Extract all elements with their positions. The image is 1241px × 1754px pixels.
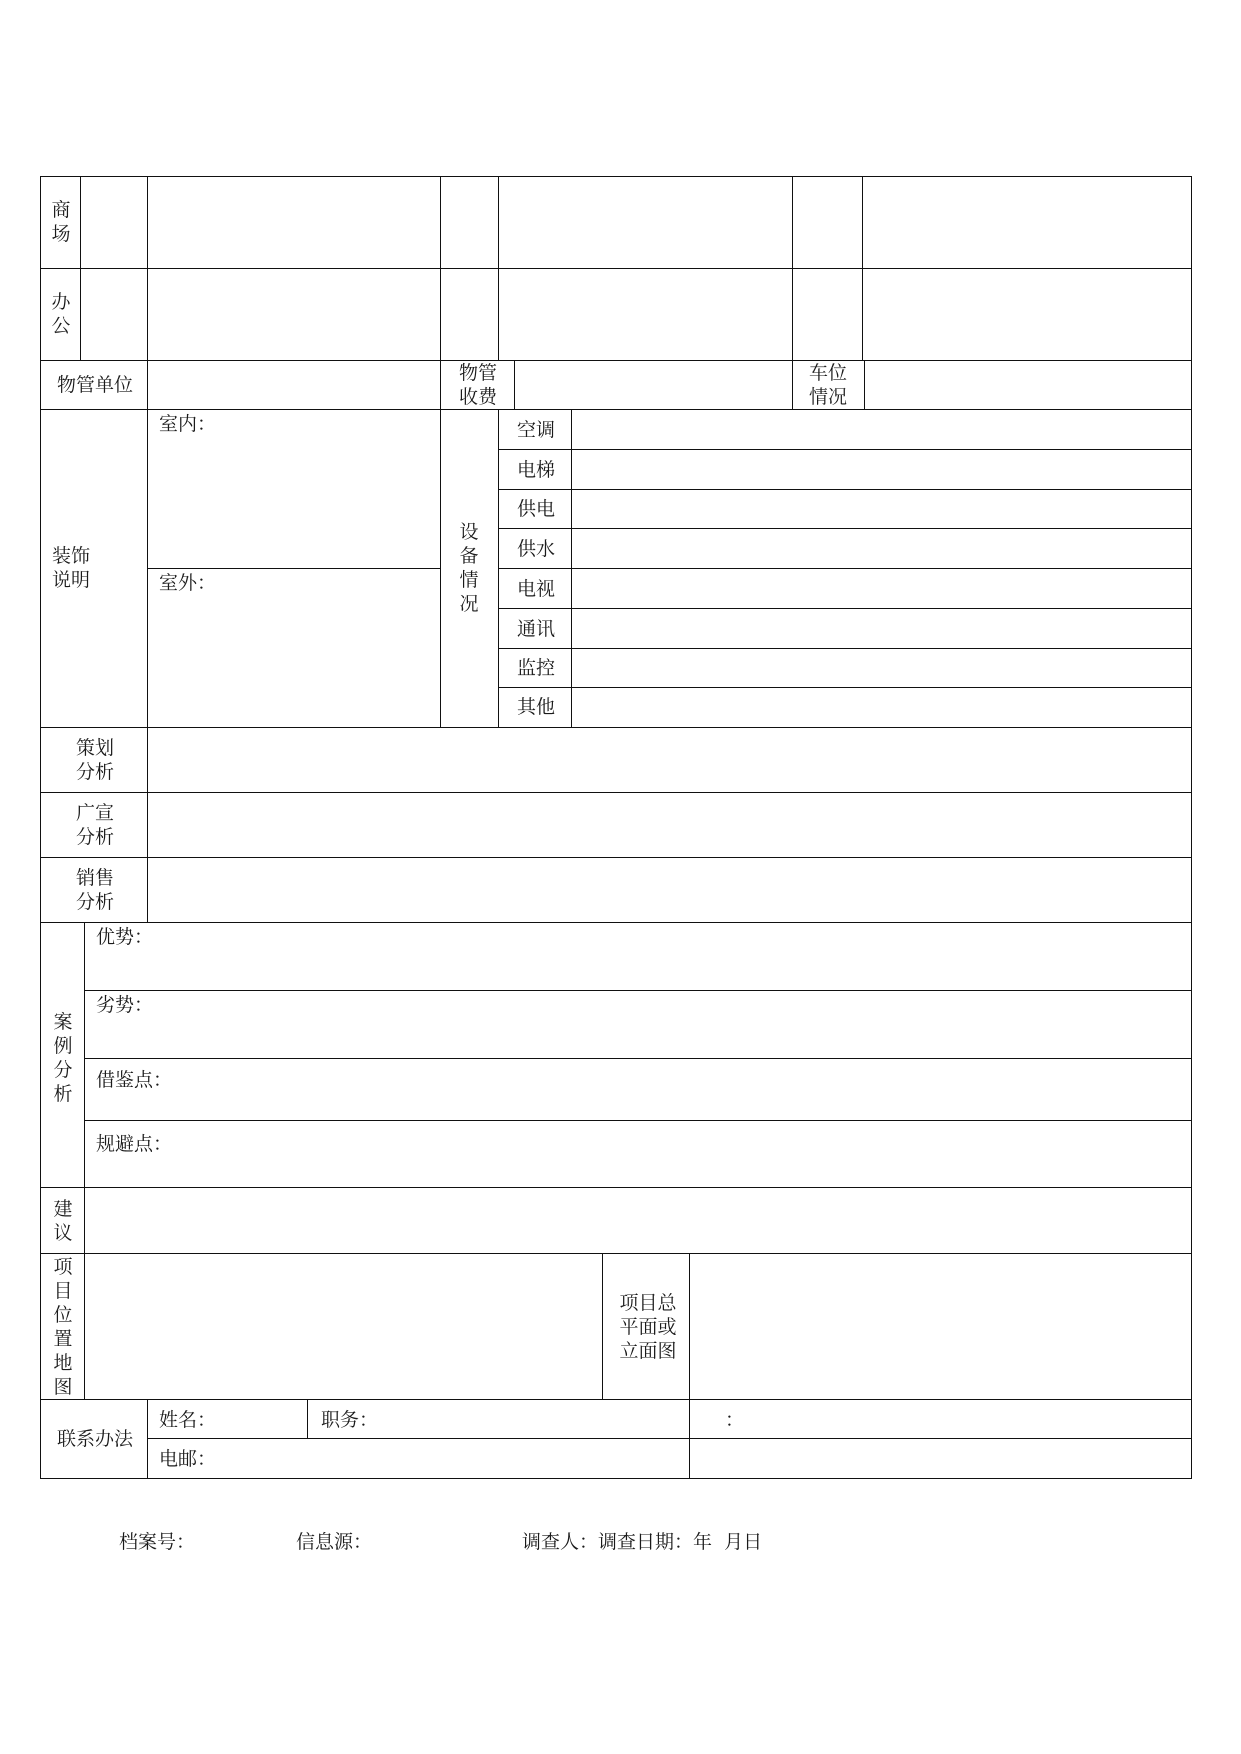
case-divider (84, 1120, 1192, 1121)
col-divider (80, 176, 81, 360)
col-divider (792, 176, 793, 409)
row-divider (147, 568, 440, 569)
equipment-item-water: 供水 (517, 538, 556, 560)
table-border-top (40, 176, 1192, 177)
location-map-label: 项目位置地图 (53, 1256, 73, 1398)
col-divider (440, 176, 441, 727)
col-divider (602, 1253, 603, 1399)
col-divider (498, 409, 499, 727)
equipment-item-monitoring: 监控 (517, 657, 556, 679)
col-divider (147, 176, 148, 727)
row-divider (40, 922, 1192, 923)
case-divider (84, 1058, 1192, 1059)
reference-label: 借鉴点： (96, 1069, 173, 1091)
equipment-divider (498, 568, 1192, 569)
table-border-bottom (40, 1478, 1192, 1479)
row-divider (40, 360, 1192, 361)
case-analysis-label: 案例分析 (53, 1011, 73, 1105)
file-number-label: 档案号： (119, 1531, 196, 1553)
col-divider (571, 409, 572, 727)
planning-analysis-label: 策划分析 (75, 737, 114, 783)
email-label: 电邮： (159, 1448, 217, 1470)
row-divider (40, 792, 1192, 793)
equipment-divider (498, 687, 1192, 688)
advertising-analysis-label: 广宣分析 (75, 802, 114, 848)
row-divider (40, 857, 1192, 858)
equipment-divider (498, 528, 1192, 529)
contact-label: 联系办法 (57, 1428, 134, 1450)
equipment-label: 设备情况 (459, 521, 479, 615)
advantage-label: 优势： (96, 926, 154, 948)
row-divider (40, 727, 1192, 728)
property-unit-label: 物管单位 (57, 374, 134, 396)
equipment-divider (498, 489, 1192, 490)
property-fee-label: 物管收费 (458, 362, 497, 408)
equipment-divider (498, 648, 1192, 649)
sales-analysis-label: 销售分析 (75, 867, 114, 913)
col-divider (864, 360, 865, 409)
equipment-item-power: 供电 (517, 498, 556, 520)
decoration-label: 装饰说明 (51, 545, 90, 591)
mall-label: 商场 (51, 199, 71, 245)
office-label: 办公 (51, 291, 71, 337)
name-label: 姓名： (159, 1409, 217, 1431)
parking-label: 车位情况 (808, 362, 847, 408)
equipment-divider (498, 608, 1192, 609)
outdoor-label: 室外： (159, 572, 217, 594)
plan-label: 项目总平面或立面图 (619, 1292, 677, 1362)
avoid-label: 规避点： (96, 1133, 173, 1155)
col-divider (514, 360, 515, 409)
investigator-date-label: 调查人：调查日期：年 月日 (522, 1531, 763, 1553)
equipment-item-other: 其他 (517, 696, 556, 718)
col-divider (147, 1399, 148, 1478)
disadvantage-label: 劣势： (96, 994, 154, 1016)
col-divider (689, 1253, 690, 1478)
row-divider (147, 1438, 1192, 1439)
equipment-item-tv: 电视 (517, 578, 556, 600)
equipment-item-ac: 空调 (517, 419, 556, 441)
info-source-label: 信息源： (296, 1531, 373, 1553)
suggestion-label: 建议 (53, 1198, 73, 1244)
col-divider (307, 1399, 308, 1439)
case-divider (84, 990, 1192, 991)
indoor-label: 室内： (159, 413, 217, 435)
table-border-right (1191, 176, 1192, 1479)
table-border-left (40, 176, 41, 1479)
row-divider (40, 1399, 1192, 1400)
contact-colon: ： (725, 1409, 745, 1431)
row-divider (40, 1187, 1192, 1188)
row-divider (40, 409, 1192, 410)
col-divider (498, 176, 499, 360)
row-divider (40, 1253, 1192, 1254)
row-divider (40, 268, 1192, 269)
col-divider (147, 727, 148, 922)
equipment-item-telecom: 通讯 (517, 618, 556, 640)
equipment-item-elevator: 电梯 (517, 459, 556, 481)
equipment-divider (498, 449, 1192, 450)
col-divider (84, 922, 85, 1399)
position-label: 职务： (321, 1409, 379, 1431)
col-divider (862, 176, 863, 360)
